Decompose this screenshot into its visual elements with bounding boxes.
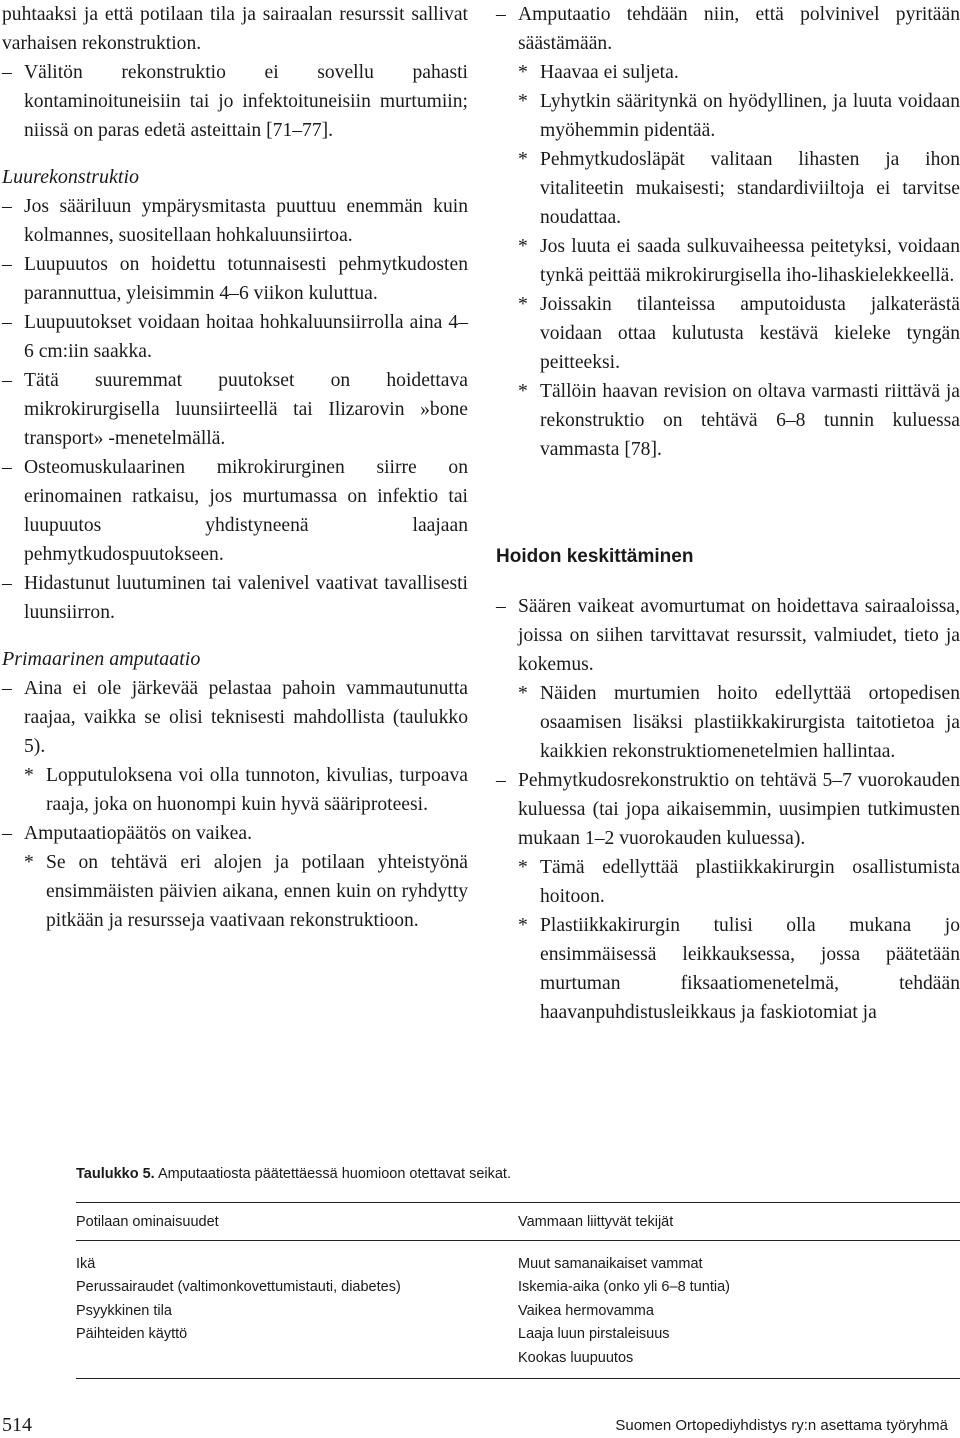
dash-item: – Luupuutokset voidaan hoitaa hohkaluunsiirrolla aina 4–6 cm:iin saakka. xyxy=(2,308,468,366)
table-cell: Psyykkinen tila xyxy=(76,1302,172,1319)
star-item: * Joissakin tilanteissa amputoidusta jalkaterästä voidaan ottaa kulutusta kestävä kieleke tyngän peitteeksi. xyxy=(496,290,960,377)
table-header-col2: Vammaan liittyvät tekijät xyxy=(518,1214,674,1230)
dash-item: – Luupuutos on hoidettu totunnaisesti pehmytkudosten parannuttua, yleisimmin 4–6 viikon kuluttua. xyxy=(2,250,468,308)
dash-item: – Amputaatio tehdään niin, että polvinivel pyritään säästämään. xyxy=(496,0,960,58)
section-heading-primaarinen-amputaatio: Primaarinen amputaatio xyxy=(2,648,201,670)
dash-item: – Pehmytkudosrekonstruktio on tehtävä 5–7 vuorokauden kuluessa (tai jopa aikaisemmin, uusimpien tutkimusten mukaan 1–2 vuorokauden kuluessa). xyxy=(496,766,960,853)
dash-item: – Säären vaikeat avomurtumat on hoidettava sairaaloissa, joissa on siihen tarvittavat resurssit, valmiudet, tieto ja kokemus. xyxy=(496,592,960,679)
star-item: * Näiden murtumien hoito edellyttää ortopedisen osaamisen lisäksi plastiikkakirurgista taitotietoa ja kaikkien rekonstruktiomenetelmien hallintaa. xyxy=(496,679,960,766)
table-top-rule xyxy=(76,1202,960,1203)
star-item: * Plastiikkakirurgin tulisi olla mukana jo ensimmäisessä leikkauksessa, jossa päätetään murtuman fiksaatiomenetelmä, tehdään haavanpuhdistusleikkaus ja faskiotomiat ja xyxy=(496,911,960,1027)
table-header-col1: Potilaan ominaisuudet xyxy=(76,1214,219,1230)
star-item: * Tällöin haavan revision on oltava varmasti riittävä ja rekonstruktio on tehtävä 6–8 tunnin kuluessa vammasta [78]. xyxy=(496,377,960,464)
dash-item: – Aina ei ole järkevää pelastaa pahoin vammautunutta raajaa, vaikka se olisi teknisesti mahdollista (taulukko 5). xyxy=(2,674,468,761)
paragraph-continuation: puhtaaksi ja että potilaan tila ja sairaalan resurssit sallivat varhaisen rekonstruktion. xyxy=(2,4,468,54)
table-caption-text: Amputaatiosta päätettäessä huomioon otettavat seikat. xyxy=(157,1166,511,1182)
table-col1 xyxy=(76,1253,401,1347)
table-bottom-rule xyxy=(76,1378,960,1379)
table-5 xyxy=(76,1164,960,1366)
table-cell: Kookas luupuutos xyxy=(518,1349,634,1366)
dash-item: – Tätä suuremmat puutokset on hoidettava mikrokirurgisella luunsiirteellä tai Ilizarovin »bone transport» -menetelmällä. xyxy=(2,366,468,453)
dash-item: – Osteomuskulaarinen mikrokirurginen siirre on erinomainen ratkaisu, jos murtumassa on infektio tai luupuutos yhdistyneenä laajaan pehmytkudospuutokseen. xyxy=(2,453,468,569)
table-cell: Iskemia-aika (onko yli 6–8 tuntia) xyxy=(518,1279,730,1296)
table-caption xyxy=(76,1164,960,1184)
star-item: * Haavaa ei suljeta. xyxy=(496,58,960,87)
table-cell: Laaja luun pirstaleisuus xyxy=(518,1326,670,1343)
star-item: * Pehmytkudosläpät valitaan lihasten ja ihon vitaliteetin mukaisesti; standardiviiltoja ei tarvitse noudattaa. xyxy=(496,145,960,232)
table-cell: Päihteiden käyttö xyxy=(76,1326,188,1343)
page-number: 514 xyxy=(2,1414,32,1436)
publisher-footer: Suomen Ortopediyhdistys ry:n asettama työryhmä xyxy=(615,1417,948,1434)
table-caption-label: Taulukko 5. xyxy=(76,1166,155,1182)
dash-item: – Hidastunut luutuminen tai valenivel vaativat tavallisesti luunsiirron. xyxy=(2,569,468,627)
dash-item: – Välitön rekonstruktio ei sovellu pahasti kontaminoituneisiin tai jo infektoituneisiin murtumiin; niissä on paras edetä asteittain [71–77]. xyxy=(2,58,468,145)
section-spacer xyxy=(496,464,960,542)
left-text-column xyxy=(2,0,468,935)
dash-item: – Amputaatiopäätös on vaikea. xyxy=(2,819,468,848)
right-text-column xyxy=(496,0,960,1027)
star-item: * Tämä edellyttää plastiikkakirurgin osallistumista hoitoon. xyxy=(496,853,960,911)
table-cell: Ikä xyxy=(76,1256,96,1272)
star-item: * Lopputuloksena voi olla tunnoton, kivulias, turpoava raaja, joka on huonompi kuin hyvä sääriproteesi. xyxy=(2,761,468,819)
star-item: * Jos luuta ei saada sulkuvaiheessa peitetyksi, voidaan tynkä peittää mikrokirurgisella iho-lihaskielekkeellä. xyxy=(496,232,960,290)
section-spacer xyxy=(496,571,960,592)
table-col2 xyxy=(518,1253,730,1370)
table-cell: Perussairaudet (valtimonkovettumistauti, diabetes) xyxy=(76,1279,401,1296)
dash-item: – Jos sääriluun ympärysmitasta puuttuu enemmän kuin kolmannes, suositellaan hohkaluunsiirtoa. xyxy=(2,192,468,250)
table-cell: Muut samanaikaiset vammat xyxy=(518,1256,703,1272)
table-cell: Vaikea hermovamma xyxy=(518,1302,654,1319)
section-heading-luurekonstruktio: Luurekonstruktio xyxy=(2,166,140,188)
section-heading-hoidon-keskittaminen: Hoidon keskittäminen xyxy=(496,546,694,567)
table-header-rule xyxy=(76,1240,960,1241)
star-item: * Lyhytkin sääritynkä on hyödyllinen, ja luuta voidaan myöhemmin pidentää. xyxy=(496,87,960,145)
star-item: * Se on tehtävä eri alojen ja potilaan yhteistyönä ensimmäisten päivien aikana, ennen kuin on ryhdytty pitkään ja resursseja vaativaan rekonstruktioon. xyxy=(2,848,468,935)
